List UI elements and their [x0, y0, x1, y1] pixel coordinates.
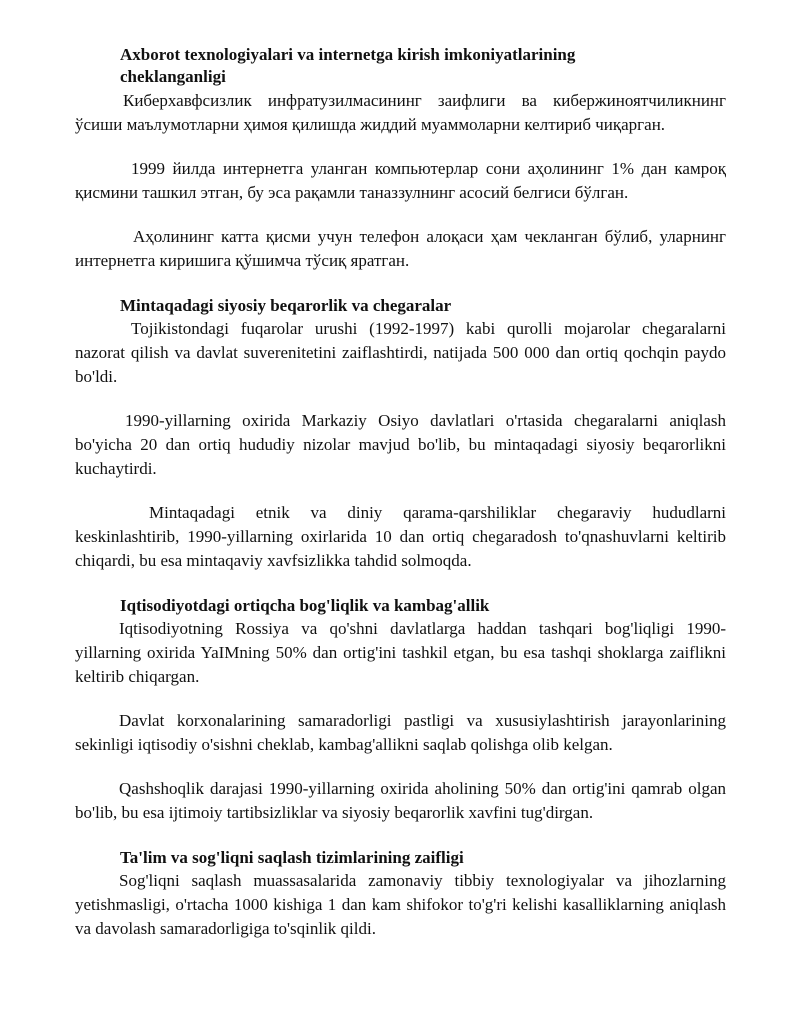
section-education-health: [75, 847, 726, 941]
paragraph: Mintaqadagi etnik va diniy qarama-qarshiliklar chegaraviy hududlarni keskinlashtirib, 1990-yillarning oxirlarida 10 dan ortiq chegaradosh to'qnashuvlarni keltirib chiqardi, bu esa mintaqaviy xavfsizlikka tahdid solmoqda.: [75, 503, 726, 570]
section-economic-dependence: [75, 595, 726, 825]
paragraph: Sog'liqni saqlash muassasalarida zamonaviy tibbiy texnologiyalar va jihozlarning yetishmasligi, o'rtacha 1000 kishiga 1 dan kam shifokor to'g'ri kelishi kasalliklarning aniqlash va davolash samaradorligiga to'sqinlik qildi.: [75, 871, 726, 938]
document-page: [75, 44, 726, 941]
section-heading: Ta'lim va sog'liqni saqlash tizimlarining zaifligi: [120, 848, 464, 867]
section-heading: Mintaqadagi siyosiy beqarorlik va chegaralar: [120, 296, 452, 315]
paragraph: 1990-yillarning oxirida Markaziy Osiyo davlatlari o'rtasida chegaralarni aniqlash bo'yicha 20 dan ortiq hududiy nizolar mavjud bo'lib, bu mintaqadagi siyosiy beqarorlikni kuchaytirdi.: [75, 411, 726, 478]
section-political-instability: [75, 295, 726, 573]
section-heading: Iqtisodiyotdagi ortiqcha bog'liqlik va kambag'allik: [120, 596, 490, 615]
paragraph: Киберхавфсизлик инфратузилмасининг заифлиги ва кибержиноятчиликнинг ўсиши маълумотларни ҳимоя қилишда жиддий муаммоларни келтириб чиқарган.: [75, 91, 726, 134]
paragraph: Аҳолининг катта қисми учун телефон алоқаси ҳам чекланган бўлиб, уларнинг интернетга киришига қўшимча тўсиқ яратган.: [75, 227, 726, 270]
paragraph: Qashshoqlik darajasi 1990-yillarning oxirida aholining 50% dan ortig'ini qamrab olgan bo'lib, bu esa ijtimoiy tartibsizliklar va siyosiy beqarorlik xavfini tug'dirgan.: [75, 779, 726, 822]
section-heading: Axborot texnologiyalari va internetga kirish imkoniyatlarining cheklanganligi: [120, 45, 576, 86]
paragraph: Iqtisodiyotning Rossiya va qo'shni davlatlarga haddan tashqari bog'liqligi 1990-yillarning oxirida YaIMning 50% dan ortig'ini tashkil etgan, bu esa tashqi shoklarga zaiflikni keltirib chiqargan.: [75, 619, 726, 686]
paragraph: Tojikistondagi fuqarolar urushi (1992-1997) kabi qurolli mojarolar chegaralarni nazorat qilish va davlat suverenitetini zaiflashtirdi, natijada 500 000 dan ortiq qochqin paydo bo'ldi.: [75, 319, 726, 386]
section-it-access: [75, 44, 726, 273]
paragraph: Davlat korxonalarining samaradorligi pastligi va xususiylashtirish jarayonlarining sekinligi iqtisodiy o'sishni cheklab, kambag'allikni saqlab qolishga olib kelgan.: [75, 711, 726, 754]
paragraph: 1999 йилда интернетга уланган компьютерлар сони аҳолининг 1% дан камроқ қисмини ташкил этган, бу эса рақамли таназзулнинг асосий белгиси бўлган.: [75, 159, 726, 202]
